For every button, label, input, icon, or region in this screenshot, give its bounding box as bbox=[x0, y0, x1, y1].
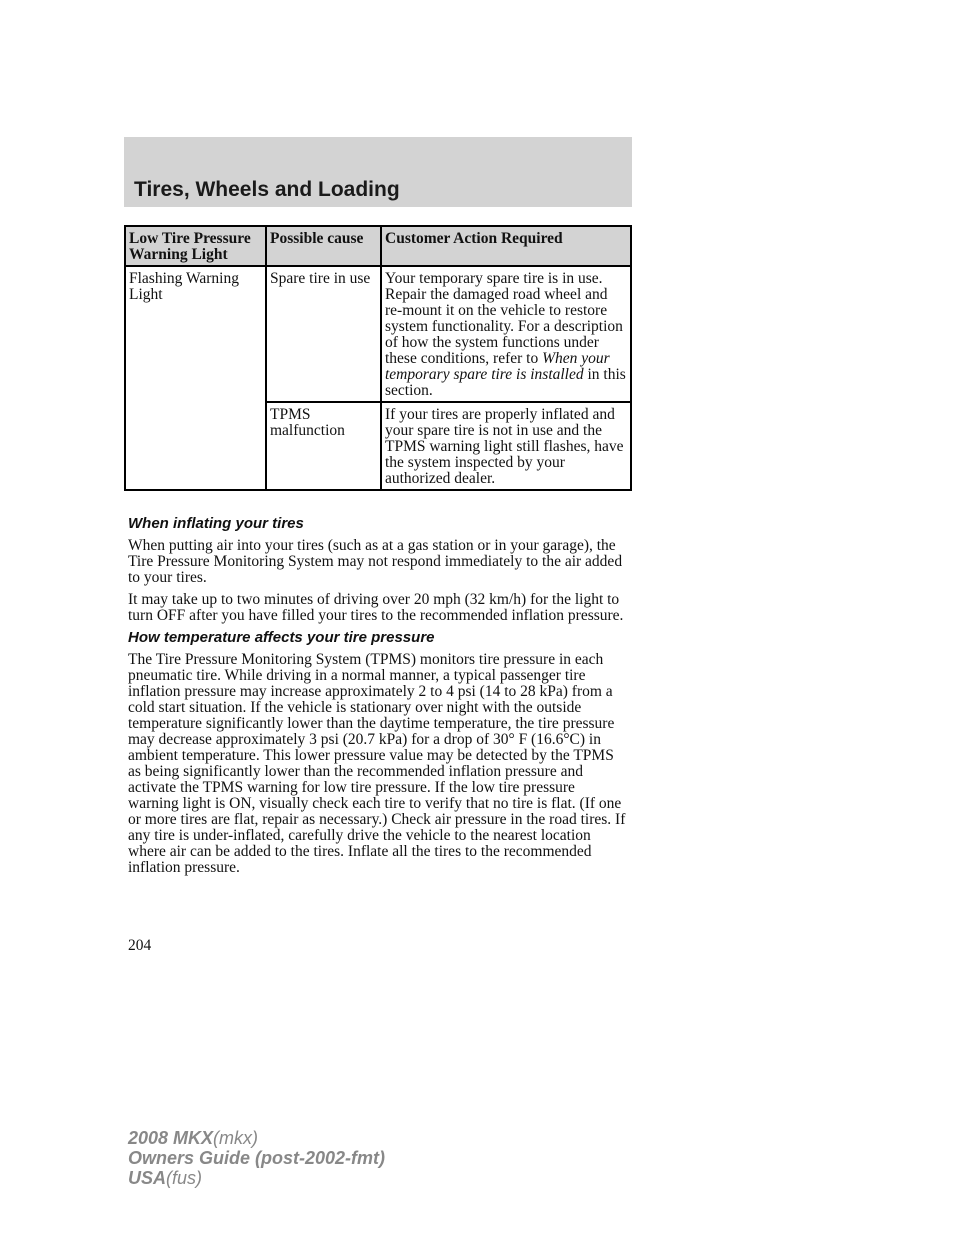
tpms-warning-table bbox=[124, 225, 632, 491]
table-cell-action: If your tires are properly inflated and your spare tire is not in use and the TPMS warning light still flashes, have the system inspected by your authorized dealer. bbox=[381, 402, 631, 490]
paragraph: It may take up to two minutes of driving over 20 mph (32 km/h) for the light to turn OFF after you have filled your tires to the recommended inflation pressure. bbox=[128, 591, 624, 624]
action-text: Your temporary spare tire is in use. Repair the damaged road wheel and re-mount it on the vehicle to restore system functionality. For a description of how the system functions under these conditions, refer to bbox=[385, 270, 623, 367]
footer-line-guide: Owners Guide (post-2002-fmt) bbox=[128, 1148, 386, 1168]
column-header-action: Customer Action Required bbox=[381, 226, 631, 266]
table-cell-light: Flashing Warning Light bbox=[125, 266, 266, 490]
cross-reference: When your temporary spare tire is installed bbox=[385, 350, 610, 383]
footer-line-model: 2008 MKX(mkx) bbox=[128, 1128, 259, 1148]
column-header-light: Low Tire Pressure Warning Light bbox=[125, 226, 266, 266]
footer-line-market: USA(fus) bbox=[128, 1168, 203, 1188]
page-number: 204 bbox=[128, 937, 152, 954]
column-header-cause: Possible cause bbox=[266, 226, 381, 266]
document-footer bbox=[128, 1128, 385, 1188]
action-text-end: in this section. bbox=[385, 366, 626, 399]
subheading-temperature: How temperature affects your tire pressure bbox=[128, 629, 435, 646]
table-row bbox=[125, 266, 631, 402]
table-cell-action bbox=[381, 266, 631, 402]
body-content bbox=[128, 516, 628, 882]
paragraph: The Tire Pressure Monitoring System (TPMS) monitors tire pressure in each pneumatic tire. While driving in a normal manner, a typical passenger tire inflation pressure may increase approximately 2 to 4 psi (14 to 28 kPa) from a cold start situation. If the vehicle is stationary over night with the outside temperature significantly lower than the daytime temperature, the tire pressure may decrease approximately 3 psi (20.7 kPa) for a drop of 30° F (16.6°C) in ambient temperature. This lower pressure value may be detected by the TPMS as being significantly lower than the recommended inflation pressure and activate the TPMS warning for low tire pressure. If the low tire pressure warning light is ON, visually check each tire to verify that no tire is flat. (If one or more tires are flat, repair as necessary.) Check air pressure in the road tires. If any tire is under-inflated, carefully drive the vehicle to the nearest location where air can be added to the tires. Inflate all the tires to the recommended inflation pressure. bbox=[128, 651, 626, 876]
subheading-inflating: When inflating your tires bbox=[128, 515, 304, 532]
table-header-row bbox=[125, 226, 631, 266]
table-cell-cause: Spare tire in use bbox=[266, 266, 381, 402]
paragraph: When putting air into your tires (such as at a gas station or in your garage), the Tire Pressure Monitoring System may not respond immediately to the air added to your tires. bbox=[128, 537, 623, 586]
table-cell-cause: TPMS malfunction bbox=[266, 402, 381, 490]
section-title: Tires, Wheels and Loading bbox=[134, 178, 400, 201]
